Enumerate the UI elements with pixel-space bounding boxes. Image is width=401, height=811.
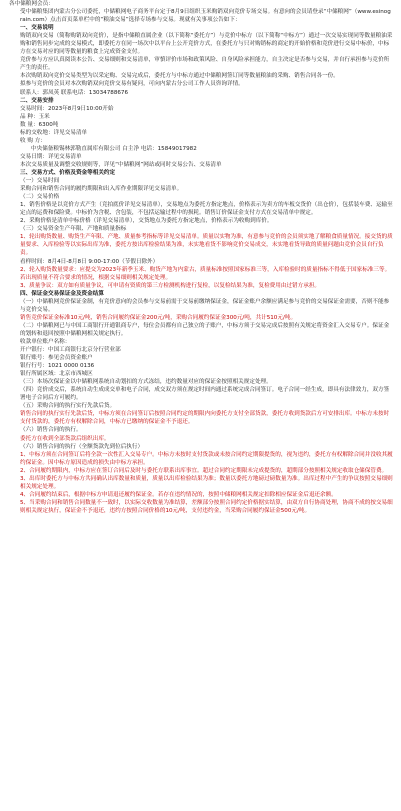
section-1-paragraph-4: 拟参与竞价的会员对本次购销双向竞价交易有疑问，可向内蒙古分公司工作人员咨询详情。 <box>20 81 244 88</box>
sub-33-viewing-time: 看样时间：8月4日-8月8日 9:00-17:00（节假日除外） <box>20 258 159 265</box>
sub-32-text-b: 2、采购价格是清单中标价格（详见交易清单），交货地点为委托方指定地点，价格表示为收购到库价。 <box>20 218 273 225</box>
trade-dates: 交易日期：详见交易清单 <box>20 153 82 160</box>
sub-33-title: （三）交易资金生产年限、产地和质量指标 <box>20 226 127 233</box>
greeting: 各中储粮网会员： <box>9 1 54 7</box>
bank-number: 银行行号：1021 0000 0136 <box>20 363 95 370</box>
bank-name: 开户银行：中国工商银行北京分行营业部 <box>20 347 121 354</box>
sub-33-text-d: 3、质量争议：双方如有质量争议，可申请有资质的第三方检测机构进行复检，以复检结果为准，复检费用由过错方承担。 <box>20 282 321 289</box>
trade-variety: 品 种：玉米 <box>20 113 50 120</box>
section-1-title: 一、交易说明 <box>20 25 54 32</box>
buyer-info: 中央储备粮锡林郭勒直属库有限公司 白主净 电话：15849017982 <box>31 145 197 152</box>
sub-46-text-e: 5、当采购合同和销售合同数量不一致时，以实际交收数量为准结算，差额部分按照合同约定价格据实结算，由双方自行协商处理，协商不成的按交易细则相关规定执行，保证金不予退还，违约方按照合同价格的10元/吨，支付违约金，当采购合同履约保证金500元/吨。 <box>20 499 393 514</box>
section-2-title: 二、交易安排 <box>20 97 54 104</box>
target-location: 标的交收地：详见交易清单 <box>20 129 88 136</box>
trade-time: 交易时间：2023年8月9日10:00开始 <box>20 105 114 112</box>
sub-45-title-b: （六）销售合同的执行。 <box>20 427 82 434</box>
bank-account: 银行账号：参见会员资金账户 <box>20 355 93 362</box>
sub-41-text: （一）中储粮网竞价保证金制，有竞价意向的会员参与交易前需于交易前缴纳保证金，保证金账户余额应满足参与竞价的交易保证金需要，否则不能参与竞价交易。 <box>20 298 390 313</box>
intro-paragraph: 受中储粮集团内蒙古分公司委托，中储粮网电子商务平台定于8月9日组织玉米购销双向竞价专场交易。有意向的会员请登录“中储粮网”（www.esinograin.com）点击首页菜单栏中的“粮油交易”选择专场参与交易。现就有关事项公告如下： <box>20 9 391 24</box>
sub-44-text: （四）竞价成交后，系统自动生成成交单和电子合同，成交双方须在规定时间内通过系统完成合同签订。电子合同一经生成，即具有法律效力，双方签署电子合同后方可履约。 <box>20 387 390 402</box>
section-1-paragraph-3: 本次购销双向竞价交易类型为以采定购、交易完成后，委托方与中标方通过中储粮网签订同等数量粮油的采购、销售合同各一份。 <box>20 73 339 80</box>
section-3-title: 三、交易方式、价格及资金等相关约定 <box>20 169 116 176</box>
sub-46-title: （六）销售合同的执行（全额货款先到位后执行） <box>20 443 144 450</box>
buyer-label: 收 购 方： <box>20 137 46 144</box>
bank-region: 银行所属区域：北京市西城区 <box>20 371 93 378</box>
sub-33-text-a: 1、轮出购货数量、购货生产年限、产地、质量参考指标等详见交易清单。质量以实物为准，有意参与竞价的会员须实地了解粮食质量情况。接交货的质量要求、入库检验等以实际出库为准，委托方按出库检验结果为准，未实地看货不影响竞价交易成交，未实地看货导致的质量问题由竞价会员自行负责。 <box>20 234 393 257</box>
section-1-paragraph-2: 竞价参与方应认真阅读本公告、交易细则和交易清单，审慎评价市场和政策风险、自身风险承担能力，自主决定是否参与交易，并自行承担参与竞价所产生的责任。 <box>20 57 390 72</box>
sub-45-text-a: 销售合同的执行实行先款后货，中标方须在合同签订后按照合同约定的期限内向委托方支付全部货款，委托方收到货款后方可安排出库。中标方未按时支付货款的，委托方有权解除合同，中标方已缴纳的保证金不予退还。 <box>20 411 390 426</box>
bank-intro: 收款单位账户名称： <box>20 338 71 345</box>
sub-46-text-b: 2、合同履约期限内，中标方应在签订合同后及时与委托方联系出库事宜。超过合同约定期限未完成提货的，超期部分按照相关规定收取仓储保管费。 <box>20 467 388 474</box>
sub-31-text: 采购合同和销售合同的履约期限和出入库作业期限详见交易清单。 <box>20 186 183 193</box>
spec-note: 本次交易质量及调整交收规则等，详见“中储粮网”网站或同时交易公告、交易清单 <box>20 161 222 168</box>
sub-46-text-c: 3、出库时委托方与中标方共同确认出库数量和质量，质量以出库检验结果为准；数量以委托方地磅过磅数量为准。出库过程中产生的争议按照交易细则相关规定处理。 <box>20 475 393 490</box>
sub-46-text-a: 1、中标方须在合同签订后将全款一次性汇入交易专户。中标方未按时支付货款或未按合同约定期限提货的，视为违约，委托方有权解除合同并没收其履约保证金。因中标方原因造成的损失由中标方承担。 <box>20 451 393 466</box>
section-4-title: 四、保证金交易保证金及资金结算 <box>20 290 104 297</box>
sub-43-text: （三）本场次保证金以中储粮网系统自动划扣的方式冻结，违约数量对应的保证金按照相关规定处理。 <box>20 379 272 386</box>
sub-42-text: （二）中储粮网已与中国工商银行开通银商专户，每位会员都有自己独立的子账户，中标方须于交易完成后按照有关规定将资金汇入交易专户。保证金的划转和退回按照中储粮网相关规定执行。 <box>20 322 390 337</box>
deposit-standard: 销售竞价保证金标准10元/吨，销售合同履约保证金200元/吨，采购合同履约保证金300元/吨，共计510元/吨。 <box>20 314 297 321</box>
sub-33-text-c: 2、轮入购货数量要求：应提交为2023年新季玉米、购货产地为内蒙古，质量标准按照国家标准三等，入库检验时的质量指标不得低于国家标准三等。若出现质量不符合要求的情况，根据交易细则相关规定处理。 <box>20 266 391 281</box>
sub-45-text-c: 委托方在收到全部货款后组织出库。 <box>20 435 110 442</box>
contact-line: 联系人：郭凤英 联系电话：13034788676 <box>20 89 129 96</box>
sub-31-title: （一）交易时间 <box>20 178 60 185</box>
sub-46-text-d: 4、合同履约结束后，根据中标方申请退还履约保证金。若存在违约情况的，按照中储粮网相关规定扣除相应保证金后退还余额。 <box>20 491 337 498</box>
sub-45-title: （五）采购合同的执行实行先款后货。 <box>20 403 116 410</box>
sub-32-text-a: 1、销售价格是以竞价方式产生（竞拍底价详见交易清单），交易地点为委托方指定地点，价格表示为卖方的车板交货价（出仓价），包括装车费、运输至定点的运费和保险费。中标价为含税、含包装，不包括运输过程中的损耗。销售订价保证金支付方式在交易清单中规定。 <box>20 202 393 217</box>
section-1-paragraph-1: 购销双向交易（简称购销双向竞价），是指中储粮直属企业（以下简称“委托方”）与竞价中标方（以下简称“中标方”）通过一次交易实现同等数量粮油采购和销售同步完成的交易模式，即委托方在同一场次中以平台上公开竞价方式，在委托方与只对购销标的商定的开始价格和竞价进行交易中标价，中标方在交易对应的同等数量的粮食上完成资金支付。 <box>20 33 393 56</box>
sub-32-title: （二）交易价格 <box>20 194 60 201</box>
trade-quantity: 数 量：6300吨 <box>20 121 59 128</box>
